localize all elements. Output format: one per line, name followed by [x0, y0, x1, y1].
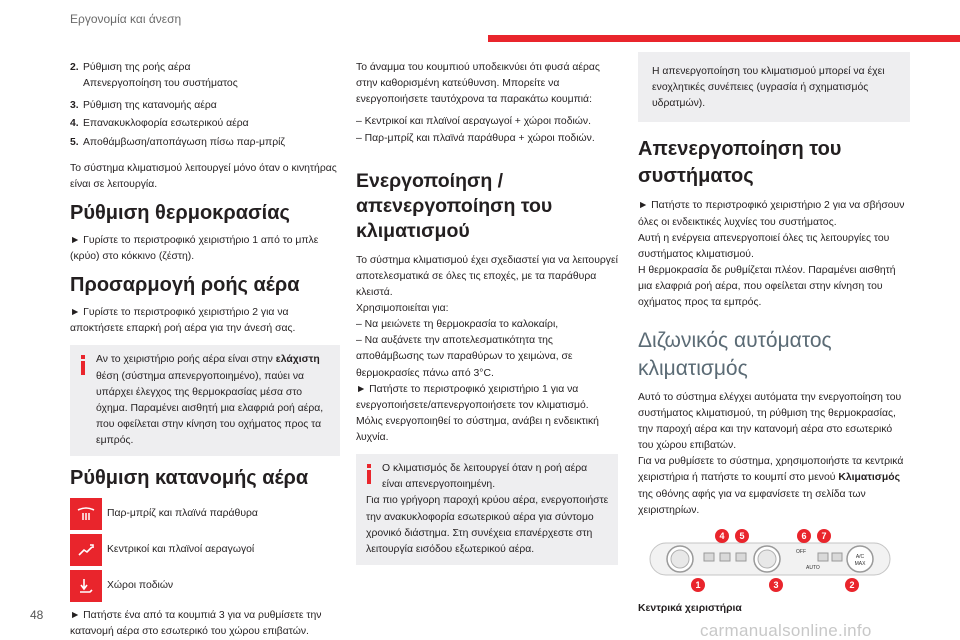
flow-text: ► Γυρίστε το περιστροφικό χειριστήριο 2 για να αποκτήσετε επαρκή ροή αέρα για την άνεσή σας. [70, 307, 296, 335]
svg-text:7: 7 [821, 530, 827, 541]
info-icon [81, 355, 85, 375]
svg-text:AUTO: AUTO [806, 564, 820, 571]
temp-heading: Ρύθμιση θερμοκρασίας [70, 201, 290, 224]
page-number: 48 [30, 608, 44, 622]
flow-note: Αν το χειριστήριο ροής αέρα είναι στην ελάχιστη θέση (σύστημα απενεργοποιημένο), παύει να υπάρχει έλεγχος της θερμοκρασίας μέσα στο όχημα. Παραμένει αισθητή μια ελαφριά ροή αέρα, που οφείλεται στην κίνηση του οχήματος προς τα εμπρός. [70, 345, 340, 456]
intro-text: Το σύστημα κλιματισμού λειτουργεί μόνο όταν ο κινητήρας είναι σε λειτουργία. [70, 162, 337, 190]
svg-text:3: 3 [773, 579, 779, 590]
watermark: carmanualsonline.info [700, 621, 872, 640]
auto-text: Αυτό το σύστημα ελέγχει αυτόματα την ενεργοποίηση του συστήματος κλιματισμού, τη ρύθμιση της θερμοκρασίας, την παροχή αέρα και την κατανομή αέρα στο εσωτερικό του χώρου επιβατών. [638, 391, 902, 452]
ac-use-item: – Να μειώνετε τη θερμοκρασία το καλοκαίρι, [356, 319, 559, 331]
combo-item: – Κεντρικοί και πλαϊνοί αεραγωγοί + χώροι ποδιών. [356, 116, 592, 128]
windscreen-icon [70, 498, 102, 530]
column-1 [70, 60, 340, 640]
svg-text:5: 5 [739, 530, 745, 541]
list-item: 5. Αποθάμβωση/αποπάγωση πίσω παρ-μπρίζ [70, 136, 285, 148]
list-item: 4. Επανακυκλοφορία εσωτερικού αέρα [70, 118, 249, 130]
column-2 [356, 60, 618, 575]
svg-text:4: 4 [719, 530, 725, 541]
ac-instruction: ► Πατήστε το περιστροφικό χειριστήριο 1 για να ενεργοποιήσετε/απενεργοποιήσετε τον κλιματισμό. [356, 383, 589, 411]
list-item: 3. Ρύθμιση της κατανομής αέρα [70, 100, 217, 112]
ac-heading: Ενεργοποίηση / απενεργοποίηση του κλιματισμού [356, 169, 553, 243]
svg-text:A/C: A/C [855, 553, 865, 560]
control-panel-illustration [646, 529, 894, 593]
off-instruction: ► Πατήστε το περιστροφικό χειριστήριο 2 για να σβήσουν όλες οι ενδεικτικές λυχνίες του συστήματος. [638, 200, 905, 228]
ac-note: Ο κλιματισμός δε λειτουργεί όταν η ροή αέρα είναι απενεργοποιημένη. Για πιο γρήγορη παροχή κρύου αέρα, ενεργοποιήστε την ανακυκλοφορία εσωτερικού αέρα για σύντομο χρονικό διάστημα. Στη συνέχεια επανέρχεστε στη λειτουργία εισόδου εξωτερικού αέρα. [356, 454, 618, 565]
dist-heading: Ρύθμιση κατανομής αέρα [70, 467, 309, 490]
svg-text:MAX: MAX [854, 560, 866, 567]
legend-list [70, 60, 340, 151]
info-icon [367, 464, 371, 484]
temp-text: ► Γυρίστε το περιστροφικό χειριστήριο 1 από το μπλε (κρύο) στο κόκκινο (ζέστη). [70, 234, 319, 262]
svg-text:2: 2 [849, 579, 855, 590]
ac-use-item: – Να αυξάνετε την αποτελεσματικότητα της αποθάμβωσης των παραθύρων το χειμώνα, σε θερμοκρασίες πάνω από 3°C. [356, 335, 573, 379]
ac-indicator-text: Μόλις ενεργοποιηθεί το σύστημα, ανάβει η ενδεικτική λυχνία. [356, 415, 599, 444]
header-accent-bar [488, 35, 960, 42]
auto-text: Για να ρυθμίσετε το σύστημα, χρησιμοποιήστε τα κεντρικά χειριστήρια ή πατήστε το κουμπί στο μενού Κλιματισμός της οθόνης αφής για να εμφανίσετε τη σελίδα των χειριστηρίων. [638, 456, 904, 516]
dist-item-footwell: Χώροι ποδιών [70, 570, 340, 602]
svg-text:1: 1 [695, 579, 701, 590]
flow-heading: Προσαρμογή ροής αέρα [70, 274, 300, 297]
list-item: 2. Ρύθμιση της ροής αέρα Απενεργοποίηση του συστήματος [70, 62, 238, 90]
dist-text: ► Πατήστε ένα από τα κουμπιά 3 για να ρυθμίσετε την κατανομή αέρα στο εσωτερικό του χώρου επιβατών. [70, 610, 322, 638]
column-3 [638, 60, 910, 623]
combo-item: – Παρ-μπρίζ και πλαϊνά παράθυρα + χώροι ποδιών. [356, 132, 595, 144]
svg-text:OFF: OFF [796, 548, 806, 555]
svg-text:6: 6 [801, 530, 807, 541]
ac-text: Το σύστημα κλιματισμού έχει σχεδιαστεί για να λειτουργεί αποτελεσματικά σε όλες τις εποχές, με τα παράθυρα κλειστά. [356, 254, 618, 298]
figure-caption: Κεντρικά χειριστήρια [638, 602, 742, 614]
light-text: Το άναμμα του κουμπιού υποδεικνύει ότι φυσά αέρας στην καθορισμένη κατεύθυνση. Μπορείτε να ενεργοποιήσετε ταυτόχρονα τα παρακάτω κουμπιά: [356, 62, 600, 106]
auto-heading: Διζωνικός αυτόματος κλιματισμός [638, 329, 832, 380]
off-text: Η θερμοκρασία δε ρυθμίζεται πλέον. Παραμένει αισθητή μια ελαφριά ροή αέρα, που οφείλεται στην κίνηση του οχήματος προς τα εμπρός. [638, 264, 896, 309]
warning-note: Η απενεργοποίηση του κλιματισμού μπορεί να έχει ενοχλητικές συνέπειες (υγρασία ή σχηματισμός υδρατμών). [638, 52, 910, 122]
off-text: Αυτή η ενέργεια απενεργοποιεί όλες τις λειτουργίες του συστήματος κλιματισμού. [638, 232, 890, 260]
footwell-icon [70, 570, 102, 602]
control-panel-diagram [646, 529, 894, 593]
vents-icon [70, 534, 102, 566]
section-title: Εργονομία και άνεση [70, 12, 182, 26]
ac-uses-title: Χρησιμοποιείται για: [356, 303, 449, 315]
dist-item-windscreen: Παρ-μπρίζ και πλαϊνά παράθυρα [70, 498, 340, 530]
off-heading: Απενεργοποίηση του συστήματος [638, 138, 842, 188]
dist-item-vents: Κεντρικοί και πλαϊνοί αεραγωγοί [70, 534, 340, 566]
